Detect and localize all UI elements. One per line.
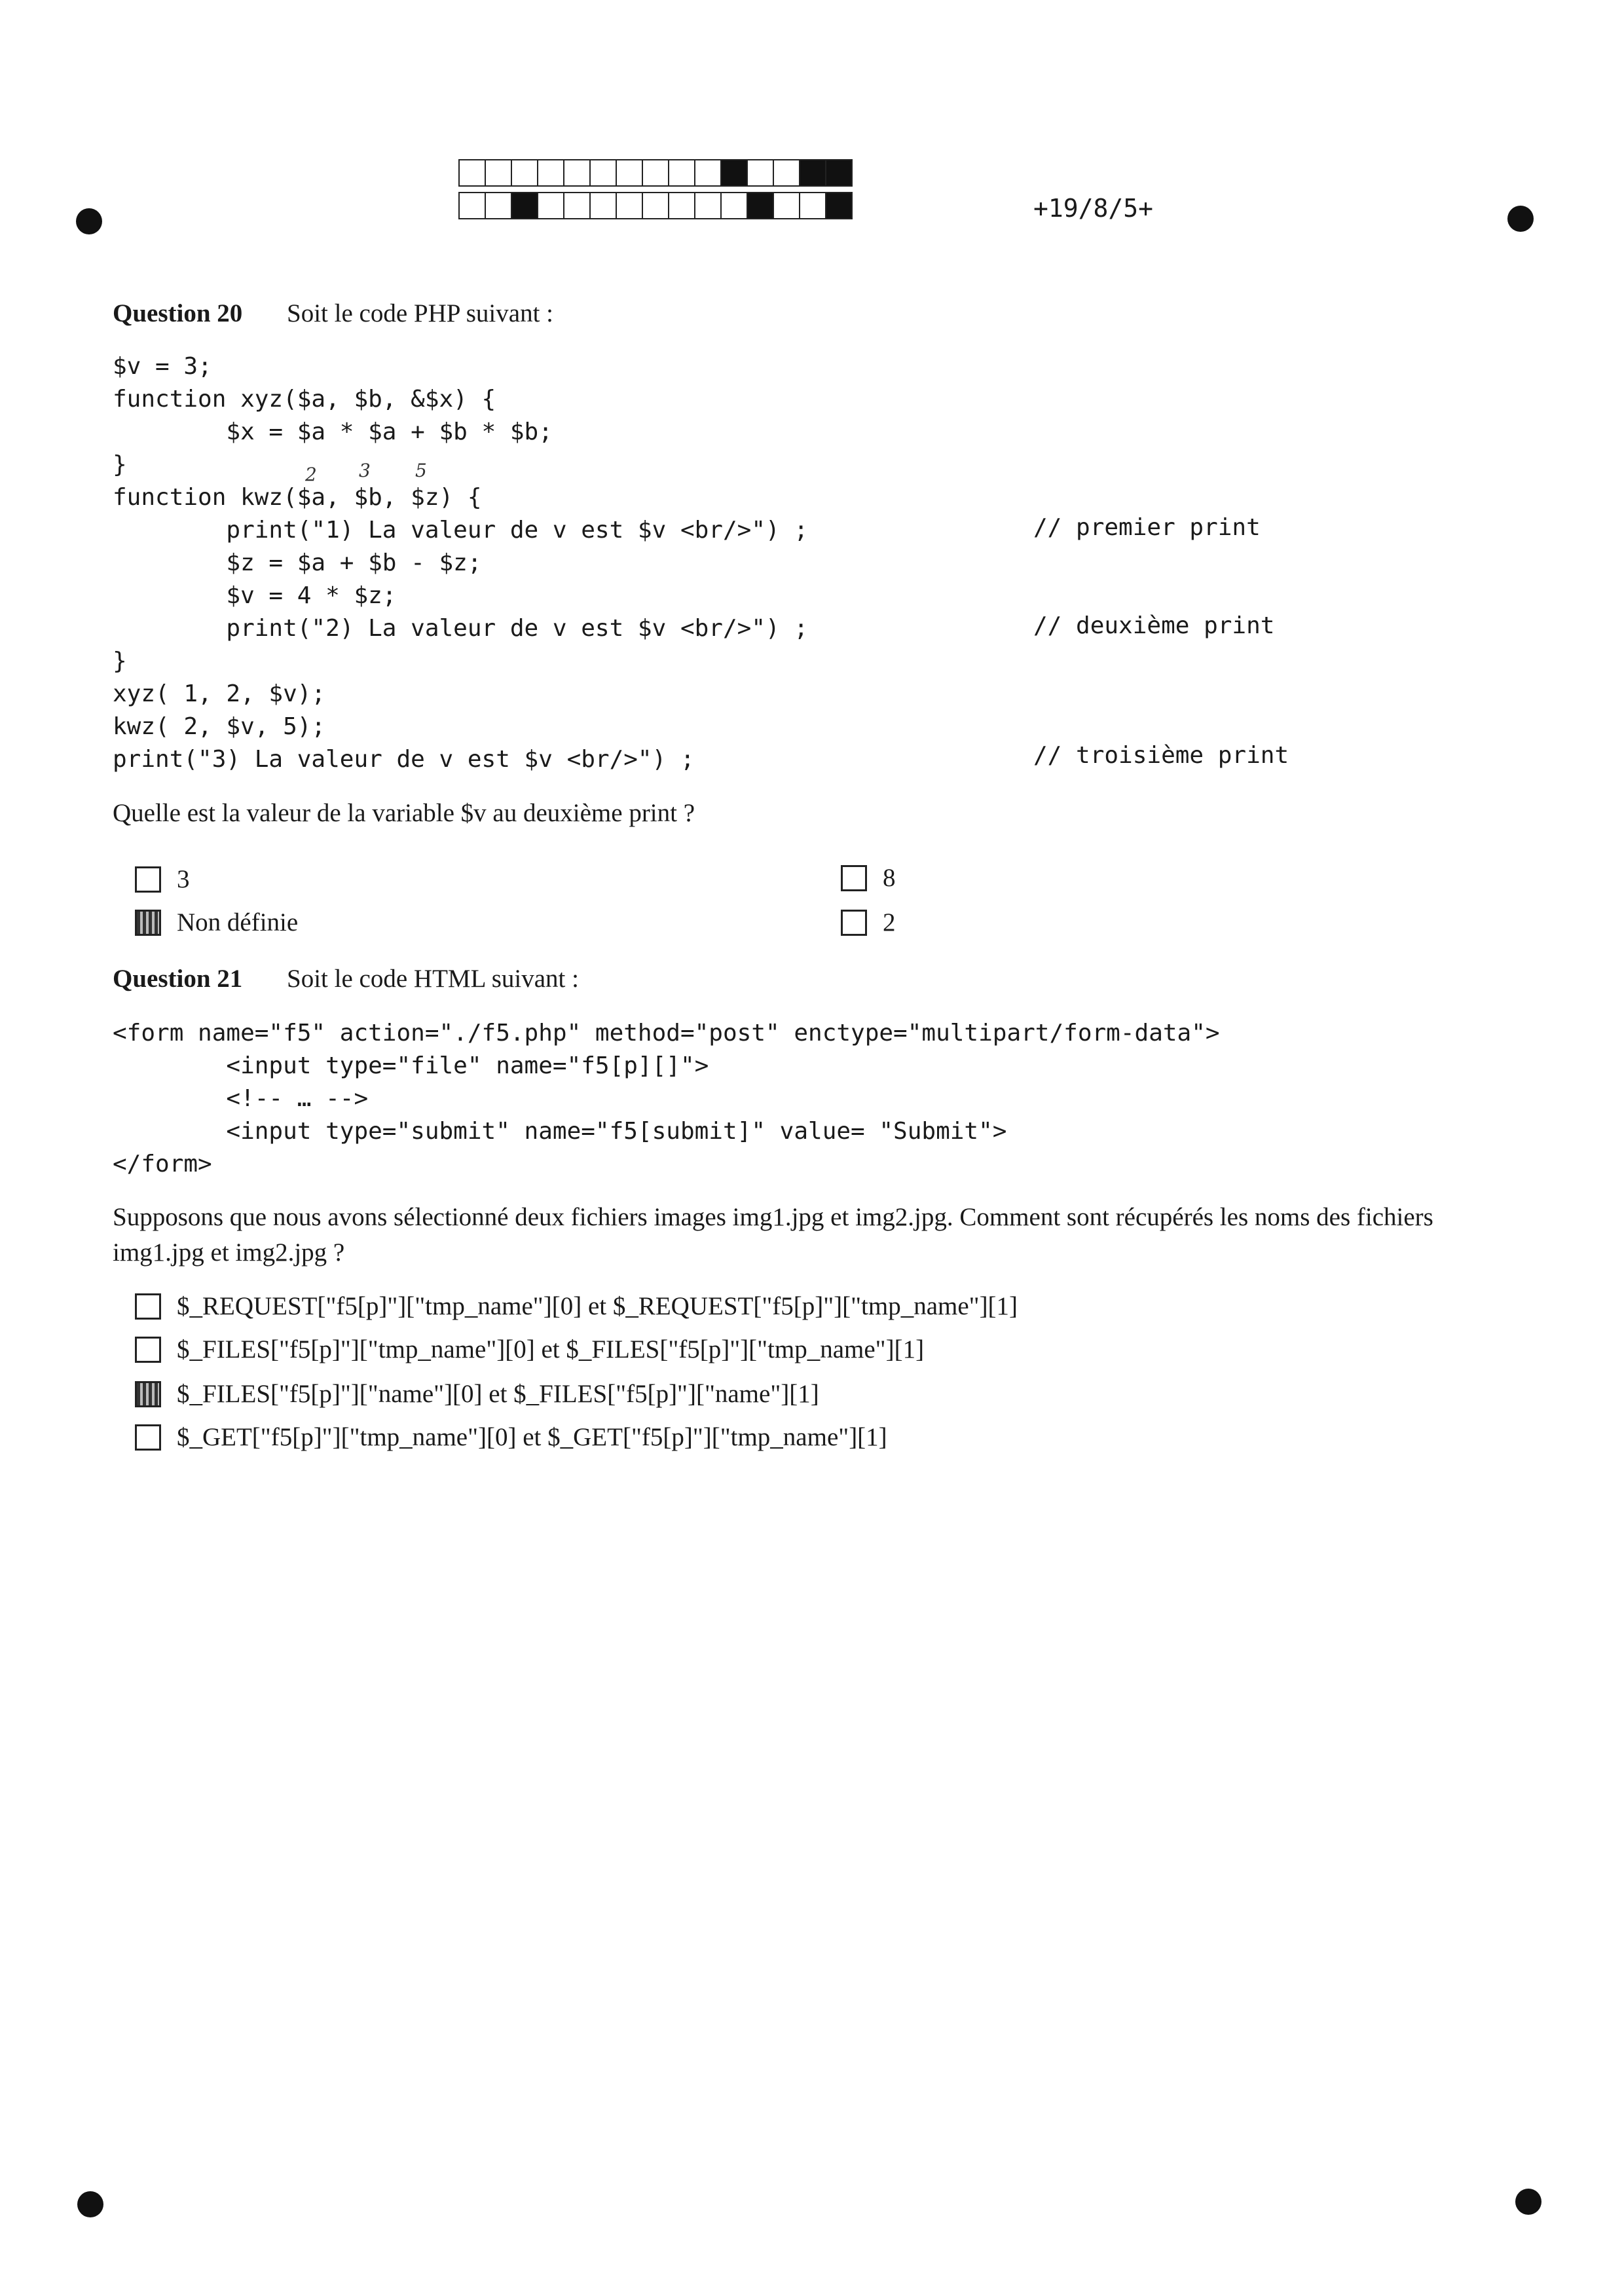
answer-option[interactable] xyxy=(135,1291,1018,1321)
barcode-cell-empty xyxy=(799,192,826,219)
barcode-cell-empty xyxy=(537,192,564,219)
checkbox-checked[interactable] xyxy=(135,1381,161,1407)
question-21-text: Supposons que nous avons sélectionné deux fichiers images img1.jpg et img2.jpg. Comment sont récupérés les noms des fichiers img1.jpg et img2.jpg ? xyxy=(113,1203,1433,1267)
barcode-cell-empty xyxy=(747,159,774,187)
answer-option[interactable] xyxy=(135,1379,819,1409)
barcode-cell-filled xyxy=(825,192,853,219)
barcode-cell-filled xyxy=(511,192,538,219)
registration-dot-top-right xyxy=(1507,206,1534,232)
barcode-cell-empty xyxy=(616,159,643,187)
handwritten-note: 3 xyxy=(359,460,371,481)
barcode-cell-empty xyxy=(694,159,722,187)
barcode-cell-empty xyxy=(485,159,512,187)
registration-dot-bottom-left xyxy=(77,2191,103,2217)
barcode-cell-empty xyxy=(773,159,800,187)
answer-label: 3 xyxy=(177,865,190,893)
barcode-cell-empty xyxy=(458,159,486,187)
checkbox[interactable] xyxy=(135,866,161,893)
answer-option[interactable] xyxy=(135,1422,887,1452)
question-21-header xyxy=(113,964,579,993)
checkbox[interactable] xyxy=(135,1424,161,1451)
handwritten-note: 5 xyxy=(415,460,427,481)
checkbox[interactable] xyxy=(135,1293,161,1320)
barcode-cell-empty xyxy=(485,192,512,219)
page-id: +19/8/5+ xyxy=(1033,194,1154,223)
code-comment: // troisième print xyxy=(1033,742,1289,769)
barcode-cell-empty xyxy=(589,192,617,219)
checkbox-checked[interactable] xyxy=(135,910,161,936)
answer-option[interactable] xyxy=(135,864,190,894)
checkbox[interactable] xyxy=(135,1337,161,1363)
barcode-cell-empty xyxy=(511,159,538,187)
barcode-cell-empty xyxy=(589,159,617,187)
code-comment: // deuxième print xyxy=(1033,612,1275,639)
answer-label: $_FILES["f5[p]"]["name"][0] et $_FILES["f5[p]"]["name"][1] xyxy=(177,1380,819,1408)
barcode-cell-empty xyxy=(642,192,669,219)
barcode-cell-empty xyxy=(773,192,800,219)
question-20-text: Quelle est la valeur de la variable $v au deuxième print ? xyxy=(113,799,695,827)
answer-label: 2 xyxy=(883,908,896,936)
question-prompt: Soit le code PHP suivant : xyxy=(287,299,553,327)
barcode-cell-empty xyxy=(720,192,748,219)
barcode-cell-filled xyxy=(747,192,774,219)
barcode-cell-empty xyxy=(668,159,695,187)
handwritten-note: 2 xyxy=(305,464,317,485)
question-number: Question 20 xyxy=(113,299,243,327)
answer-label: $_REQUEST["f5[p]"]["tmp_name"][0] et $_REQUEST["f5[p]"]["tmp_name"][1] xyxy=(177,1292,1018,1320)
barcode-cell-empty xyxy=(537,159,564,187)
code-comment: // premier print xyxy=(1033,514,1261,541)
php-code-block: $v = 3; function xyz($a, $b, &$x) { $x = $a * $a + $b * $b; } function kwz($a, $b, $z) { print("1) La valeur de v est $v <br/>") ; $z = $a + $b - $z; $v = 4 * $z; print("2) La valeur de v est $v <br/>") ; } xyz( 1, 2, $v); kwz( 2, $v, 5); print("3) La valeur de v est $v <br/>") ; xyxy=(113,353,809,773)
barcode-cell-empty xyxy=(616,192,643,219)
barcode-cell-empty xyxy=(642,159,669,187)
barcode-cell-empty xyxy=(563,192,591,219)
answer-option[interactable] xyxy=(135,908,298,937)
answer-option[interactable] xyxy=(135,1335,924,1364)
checkbox[interactable] xyxy=(841,865,867,891)
answer-label: $_FILES["f5[p]"]["tmp_name"][0] et $_FILES["f5[p]"]["tmp_name"][1] xyxy=(177,1335,925,1363)
barcode-cell-empty xyxy=(563,159,591,187)
barcode-cell-filled xyxy=(825,159,853,187)
answer-option[interactable] xyxy=(841,908,896,937)
barcode-cell-filled xyxy=(799,159,826,187)
question-number: Question 21 xyxy=(113,965,243,993)
checkbox[interactable] xyxy=(841,910,867,936)
registration-dot-bottom-right xyxy=(1515,2189,1541,2215)
barcode-cell-filled xyxy=(720,159,748,187)
answer-label: Non définie xyxy=(177,908,299,936)
barcode-row-2 xyxy=(458,192,851,218)
question-prompt: Soit le code HTML suivant : xyxy=(287,965,579,993)
barcode-row-1 xyxy=(458,159,851,185)
answer-label: $_GET["f5[p]"]["tmp_name"][0] et $_GET["f5[p]"]["tmp_name"][1] xyxy=(177,1423,887,1451)
barcode-cell-empty xyxy=(694,192,722,219)
registration-dot-top-left xyxy=(76,208,102,234)
barcode-cell-empty xyxy=(458,192,486,219)
answer-option[interactable] xyxy=(841,863,896,893)
barcode-cell-empty xyxy=(668,192,695,219)
question-20-header xyxy=(113,299,553,328)
answer-label: 8 xyxy=(883,864,896,892)
html-code-block: <form name="f5" action="./f5.php" method="post" enctype="multipart/form-data"> <input type="file" name="f5[p][]"> <!-- … --> <input type="submit" name="f5[submit]" value= "Submit"> </form> xyxy=(113,1020,1220,1177)
